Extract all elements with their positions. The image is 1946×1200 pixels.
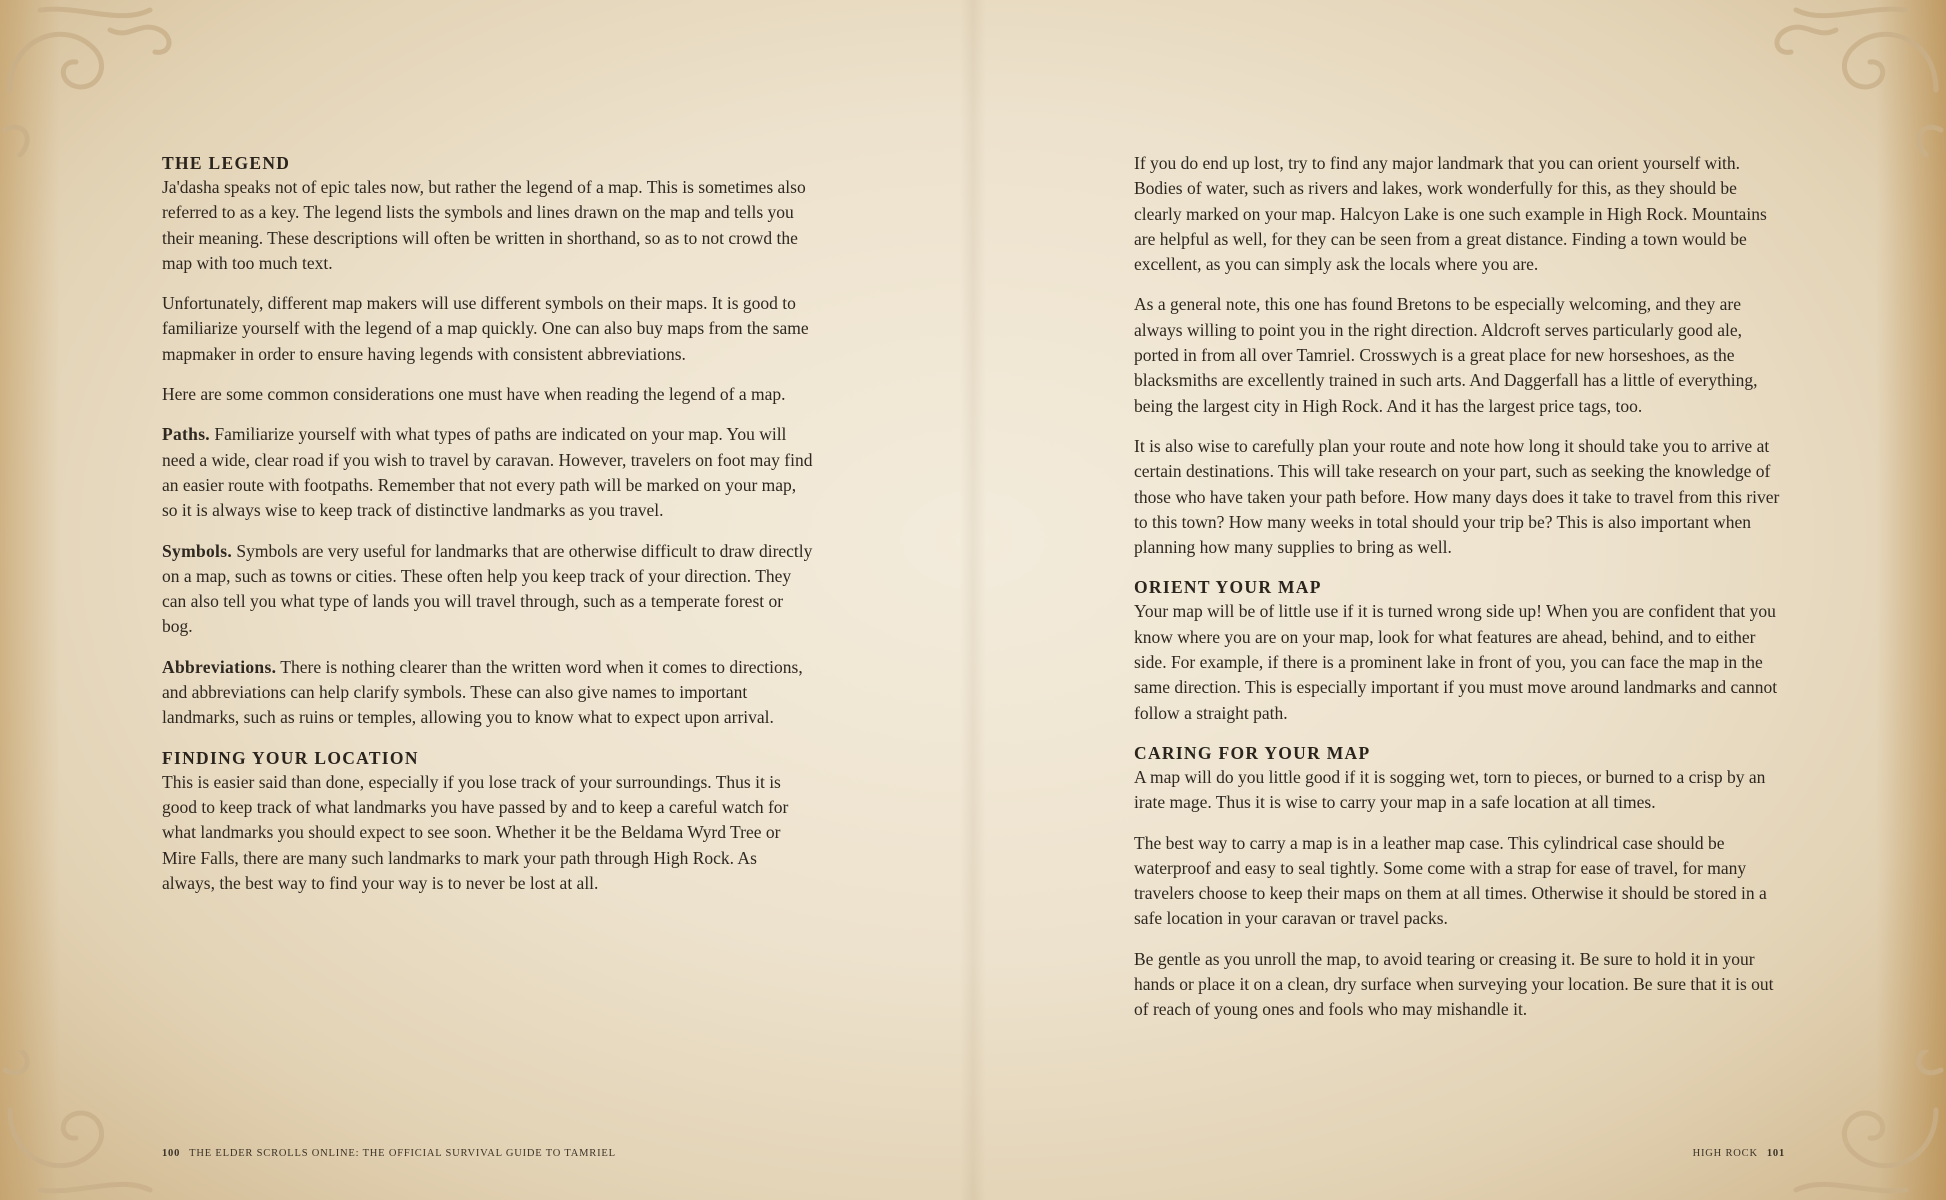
- term-paragraph-symbols: [162, 539, 814, 640]
- term-paragraph-abbreviations: [162, 655, 814, 731]
- left-page-edge-shading: [0, 0, 60, 1200]
- body-paragraph: Unfortunately, different map makers will use different symbols on their maps. It is good to familiarize yourself with the legend of a map quickly. One can also buy maps from the same mapmaker in order to ensure having legends with consistent abbreviations.: [162, 293, 809, 364]
- right-page-edge-shading: [1876, 0, 1946, 1200]
- running-title-right: HIGH ROCK: [1692, 1148, 1758, 1159]
- term-label-symbols: Symbols.: [162, 540, 232, 561]
- term-text-abbreviations: There is nothing clearer than the written word when it comes to directions, and abbreviations can help clarify symbols. These can also give names to important landmarks, such as ruins or temples, allowing you to know what to expect upon arrival.: [162, 656, 803, 728]
- top-left-flourish-ornament: [0, 0, 190, 170]
- term-label-paths: Paths.: [162, 424, 210, 445]
- top-right-flourish-ornament: [1756, 0, 1946, 170]
- body-paragraph: Here are some common considerations one must have when reading the legend of a map.: [162, 384, 786, 405]
- body-paragraph: Ja'dasha speaks not of epic tales now, but rather the legend of a map. This is sometimes also referred to as a key. The legend lists the symbols and lines drawn on the map and tells you their meaning. These descriptions will often be written in shorthand, so as to not crowd the map with too much text.: [162, 177, 806, 273]
- left-page-footer: [162, 1148, 616, 1159]
- right-page-footer: [1693, 1148, 1785, 1159]
- body-paragraph: A map will do you little good if it is sogging wet, torn to pieces, or burned to a crisp by an irate mage. Thus it is wise to carry your map in a safe location at all times.: [1134, 766, 1766, 813]
- term-label-abbreviations: Abbreviations.: [162, 656, 277, 677]
- body-paragraph: Be gentle as you unroll the map, to avoid tearing or creasing it. Be sure to hold it in your hands or place it on a clean, dry surface when surveying your location. Be sure that it is out of reach of young ones and fools who may mishandle it.: [1134, 948, 1774, 1020]
- section-heading-the-legend: THE LEGEND: [162, 153, 291, 173]
- term-text-symbols: Symbols are very useful for landmarks that are otherwise difficult to draw directly on a map, such as towns or cities. These often help you keep track of your direction. They can also tell you what type of lands you will travel through, such as a temperate forest or bog.: [162, 540, 813, 637]
- section-heading-finding-your-location: FINDING YOUR LOCATION: [162, 747, 419, 768]
- page-number-right: 101: [1766, 1148, 1785, 1159]
- body-paragraph: It is also wise to carefully plan your route and note how long it should take you to arrive at certain destinations. This will take research on your part, such as seeking the knowledge of those who have taken your path before. How many days does it take to travel from this river to this town? How many weeks in total should your trip be? This is also important when planning how many supplies to bring as well.: [1134, 435, 1780, 558]
- bottom-left-flourish-ornament: [0, 1050, 190, 1200]
- body-paragraph: This is easier said than done, especially if you lose track of your surroundings. Thus it is good to keep track of what landmarks you have passed by and to keep a careful watch for what landmarks you should expect to see soon. Whether it be the Beldama Wyrd Tree or Mire Falls, there are many such landmarks to mark your path through High Rock. As always, the best way to find your way is to never be lost at all.: [162, 771, 789, 893]
- section-heading-orient-your-map: ORIENT YOUR MAP: [1134, 577, 1322, 598]
- term-paragraph-paths: [162, 422, 814, 523]
- page-number-left: 100: [162, 1148, 181, 1159]
- body-paragraph: Your map will be of little use if it is turned wrong side up! When you are confident that you know where you are on your map, look for what features are ahead, behind, and to either side. For example, if there is a prominent lake in front of you, you can face the map in the same direction. This is especially important if you must move around landmarks and cannot follow a straight path.: [1134, 601, 1778, 723]
- body-paragraph: The best way to carry a map is in a leather map case. This cylindrical case should be waterproof and easy to seal tightly. Some come with a strap for ease of travel, for many travelers choose to keep their maps on them at all times. Otherwise it should be stored in a safe location in your caravan or travel packs.: [1134, 832, 1767, 929]
- running-title-left: THE ELDER SCROLLS ONLINE: THE OFFICIAL SURVIVAL GUIDE TO TAMRIEL: [189, 1148, 616, 1159]
- section-heading-caring-for-your-map: CARING FOR YOUR MAP: [1134, 742, 1371, 763]
- book-gutter: [960, 0, 986, 1200]
- left-page-text-column: [162, 151, 814, 911]
- right-page-text-column: [1134, 151, 1786, 1038]
- term-text-paths: Familiarize yourself with what types of paths are indicated on your map. You will need a wide, clear road if you wish to travel by caravan. However, travelers on foot may find an easier route with footpaths. Remember that not every path will be marked on your map, so it is always wise to keep track of distinctive landmarks as you travel.: [162, 424, 813, 521]
- body-paragraph: As a general note, this one has found Bretons to be especially welcoming, and they are always willing to point you in the right direction. Aldcroft serves particularly good ale, ported in from all over Tamriel. Crosswych is a great place for new horseshoes, as the blacksmiths are excellently trained in such arts. And Daggerfall has a little of everything, being the largest city in High Rock. And it has the largest price tags, too.: [1134, 294, 1758, 416]
- bottom-right-flourish-ornament: [1756, 1050, 1946, 1200]
- body-paragraph: If you do end up lost, try to find any major landmark that you can orient yourself with. Bodies of water, such as rivers and lakes, work wonderfully for this, as they should be clearly marked on your map. Halcyon Lake is one such example in High Rock. Mountains are helpful as well, for they can be seen from a great distance. Finding a town would be excellent, as you can simply ask the locals where you are.: [1134, 153, 1767, 275]
